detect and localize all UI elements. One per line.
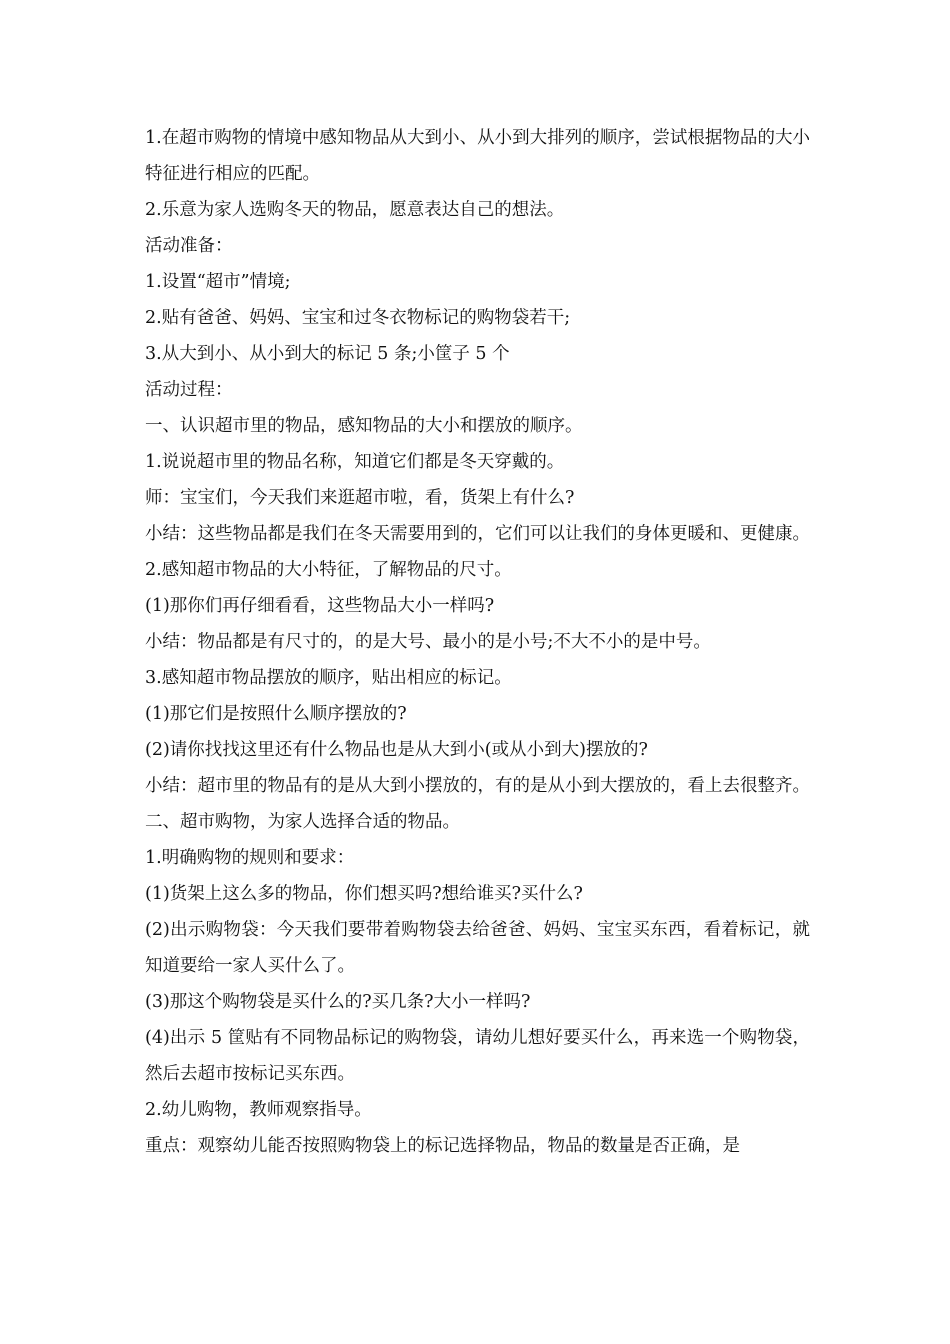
paragraph-question-1: (1)那你们再仔细看看，这些物品大小一样吗? [145,596,495,616]
paragraph-goal-1: 1.在超市购物的情境中感知物品从大到小、从小到大排列的顺序，尝试根据物品的大小特征进行相应的匹配。 [145,128,810,184]
paragraph-rule-3: (3)那这个购物袋是买什么的?买几条?大小一样吗? [145,992,531,1012]
paragraph-rule-2: (2)出示购物袋：今天我们要带着购物袋去给爸爸、妈妈、宝宝买东西，看着标记，就知道要给一家人买什么了。 [145,920,810,976]
paragraph-summary-1: 小结：这些物品都是我们在冬天需要用到的，它们可以让我们的身体更暖和、更健康。 [145,524,810,544]
paragraph-question-3: (2)请你找找这里还有什么物品也是从大到小(或从小到大)摆放的? [145,740,648,760]
paragraph-step-1-1: 1.说说超市里的物品名称，知道它们都是冬天穿戴的。 [145,452,565,472]
paragraph-step-2-2: 2.幼儿购物，教师观察指导。 [145,1100,372,1120]
paragraph-step-2-1: 1.明确购物的规则和要求： [145,848,355,868]
paragraph-summary-2: 小结：物品都是有尺寸的，的是大号、最小的是小号;不大不小的是中号。 [145,632,711,652]
paragraph-summary-3: 小结：超市里的物品有的是从大到小摆放的，有的是从小到大摆放的，看上去很整齐。 [145,776,810,796]
paragraph-prep-1: 1.设置“超市”情境; [145,272,291,292]
paragraph-goal-2: 2.乐意为家人选购冬天的物品，愿意表达自己的想法。 [145,200,565,220]
paragraph-teacher-line: 师：宝宝们，今天我们来逛超市啦，看，货架上有什么? [145,488,575,508]
paragraph-focus: 重点：观察幼儿能否按照购物袋上的标记选择物品，物品的数量是否正确，是 [145,1136,740,1156]
paragraph-step-1-3: 3.感知超市物品摆放的顺序，贴出相应的标记。 [145,668,512,688]
paragraph-rule-4: (4)出示 5 筐贴有不同物品标记的购物袋，请幼儿想好要买什么，再来选一个购物袋，然后去超市按标记买东西。 [145,1028,810,1084]
paragraph-rule-1: (1)货架上这么多的物品，你们想买吗?想给谁买?买什么? [145,884,583,904]
paragraph-question-2: (1)那它们是按照什么顺序摆放的? [145,704,407,724]
document-body [145,120,810,1164]
paragraph-prep-2: 2.贴有爸爸、妈妈、宝宝和过冬衣物标记的购物袋若干; [145,308,571,328]
section-heading-1: 一、认识超市里的物品，感知物品的大小和摆放的顺序。 [145,416,583,436]
heading-preparation: 活动准备： [145,236,233,256]
paragraph-prep-3: 3.从大到小、从小到大的标记 5 条;小筐子 5 个 [145,344,510,364]
heading-process: 活动过程： [145,380,233,400]
section-heading-2: 二、超市购物，为家人选择合适的物品。 [145,812,460,832]
paragraph-step-1-2: 2.感知超市物品的大小特征，了解物品的尺寸。 [145,560,512,580]
